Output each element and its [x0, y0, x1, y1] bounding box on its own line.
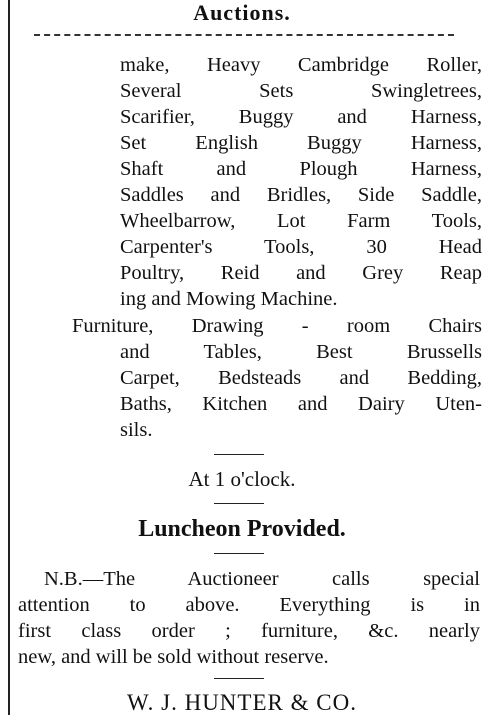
heading-divider	[34, 34, 454, 36]
note-line: N.B.—The Auctioneer calls special	[44, 568, 480, 590]
item-line: Shaft and Plough Harness,	[120, 158, 482, 180]
item-line: Carpenter's Tools, 30 Head	[120, 236, 482, 258]
divider	[214, 678, 264, 679]
luncheon-notice: Luncheon Provided.	[138, 516, 346, 542]
furniture-line: Baths, Kitchen and Dairy Uten-	[120, 393, 482, 415]
divider	[214, 454, 264, 455]
divider	[214, 503, 264, 504]
item-line: ing and Mowing Machine.	[120, 288, 338, 310]
furniture-line: sils.	[120, 419, 153, 441]
furniture-line: and Tables, Best Brussells	[120, 341, 482, 363]
note-line: attention to above. Everything is in	[18, 594, 480, 616]
section-heading: Auctions.	[193, 0, 291, 25]
item-line: Several Sets Swingletrees,	[120, 80, 482, 102]
note-line: new, and will be sold without reserve.	[18, 646, 329, 668]
item-line: Saddles and Bridles, Side Saddle,	[120, 184, 482, 206]
item-line: Wheelbarrow, Lot Farm Tools,	[120, 210, 482, 232]
item-line: Set English Buggy Harness,	[120, 132, 482, 154]
item-line: Scarifier, Buggy and Harness,	[120, 106, 482, 128]
auctioneer-firm: W. J. HUNTER & CO.	[127, 690, 357, 715]
column-rule	[8, 0, 10, 715]
note-line: first class order ; furniture, &c. nearly	[18, 620, 480, 642]
sale-time: At 1 o'clock.	[188, 467, 296, 491]
furniture-line: Furniture, Drawing - room Chairs	[72, 315, 482, 337]
item-line: Poultry, Reid and Grey Reap	[120, 262, 482, 284]
furniture-line: Carpet, Bedsteads and Bedding,	[120, 367, 482, 389]
item-line: make, Heavy Cambridge Roller,	[120, 54, 482, 76]
divider	[214, 553, 264, 554]
